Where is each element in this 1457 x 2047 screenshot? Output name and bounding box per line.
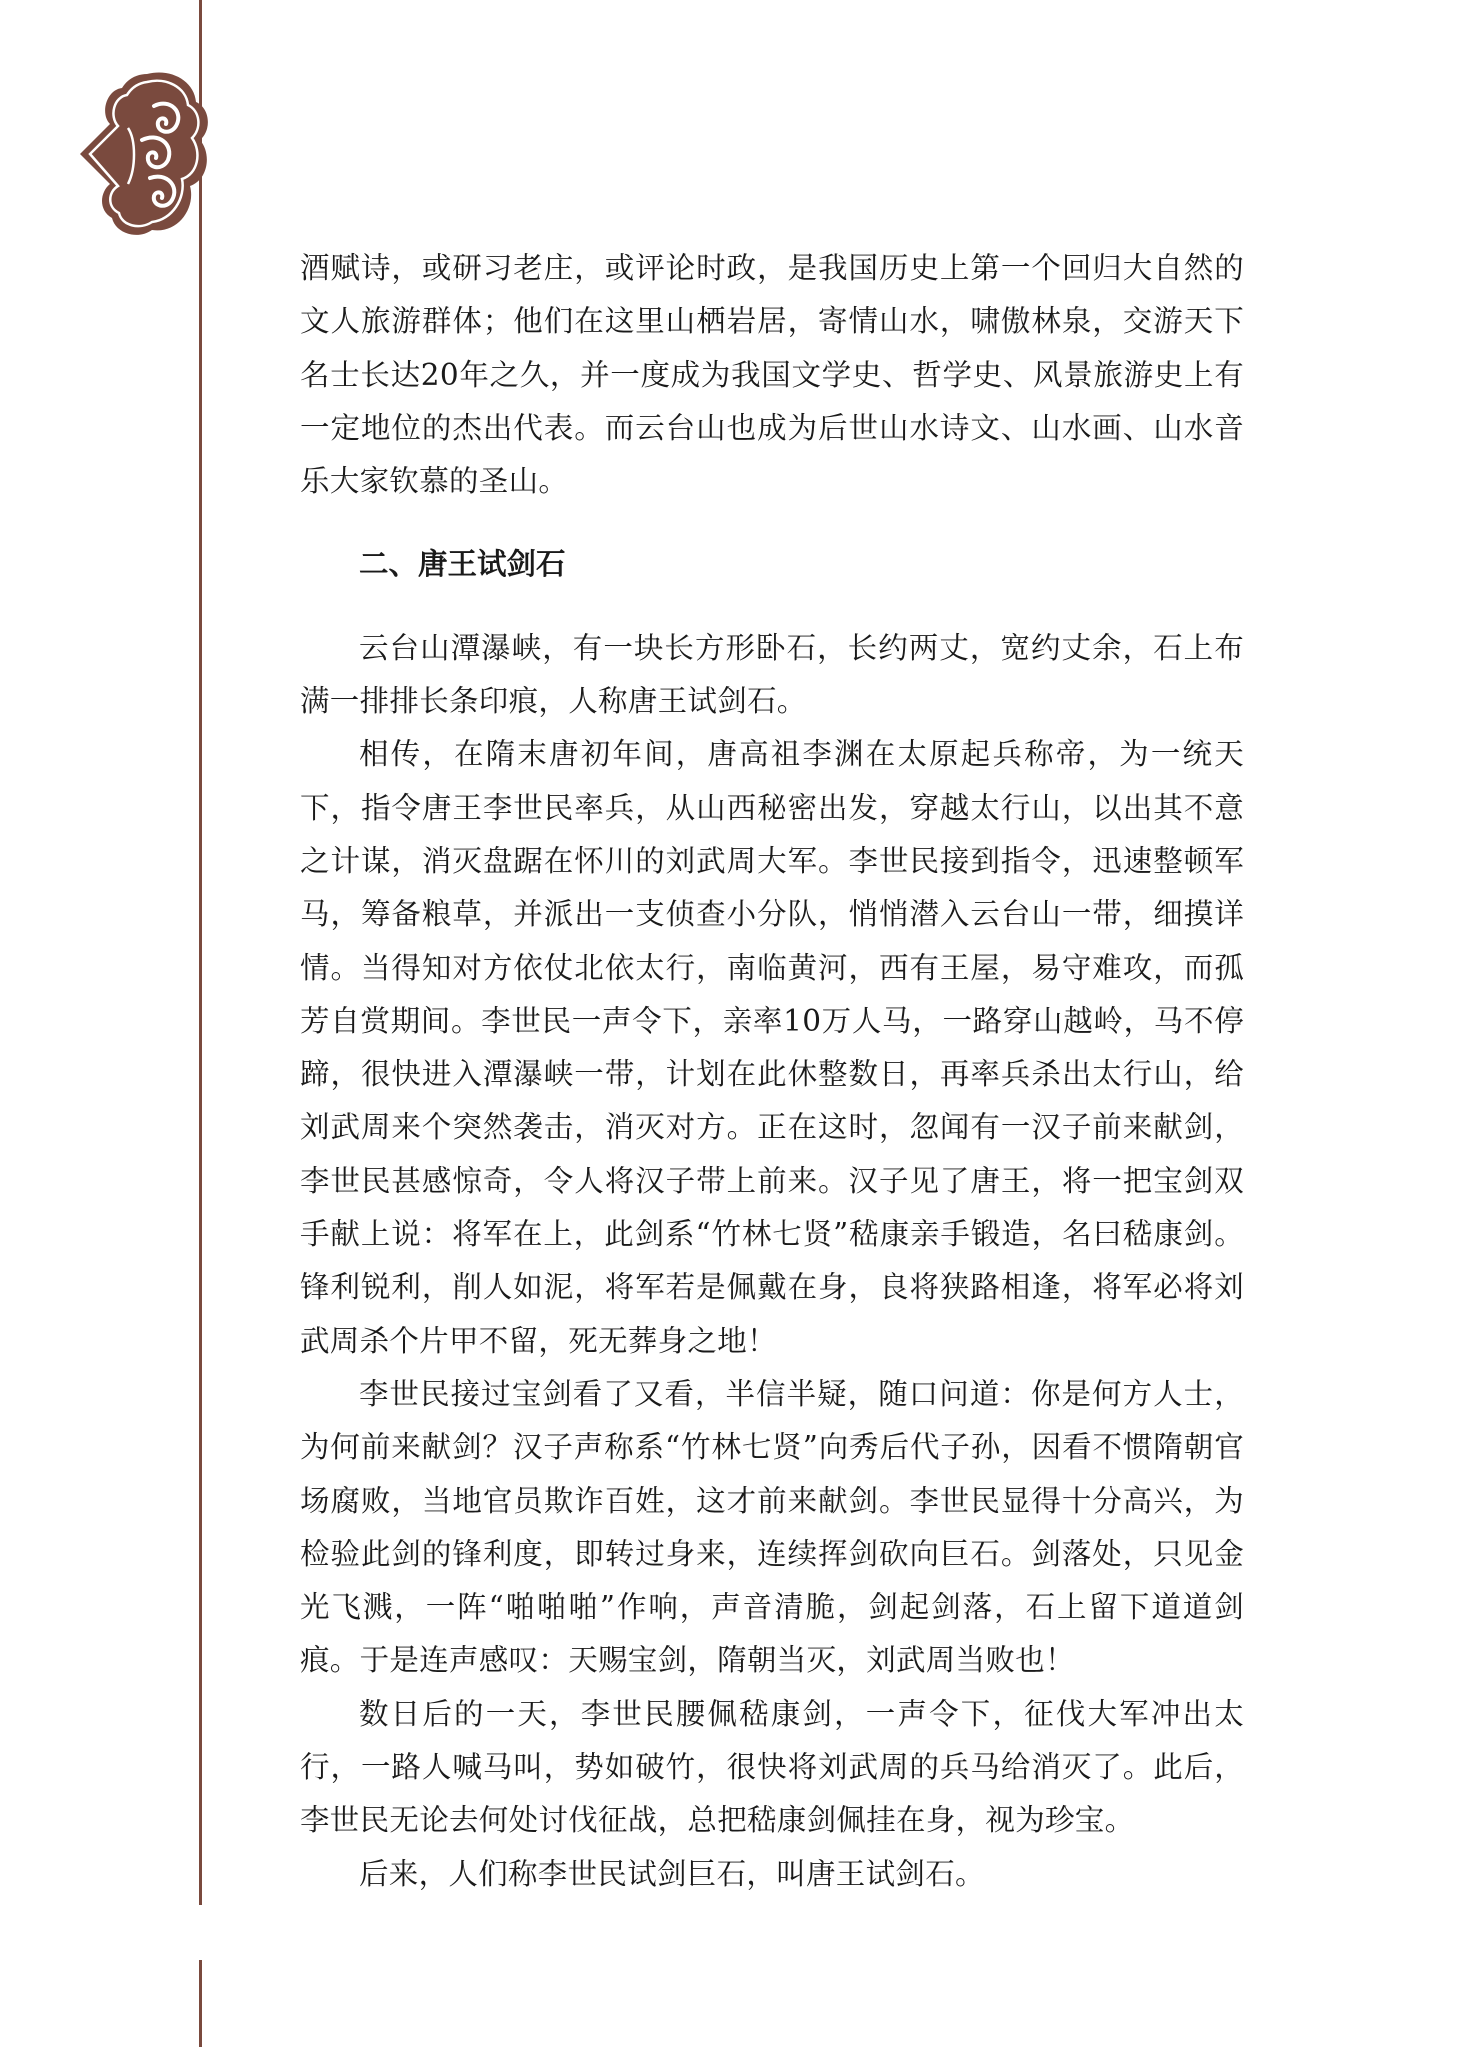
page-content bbox=[300, 242, 1244, 1901]
cloud-scroll-icon bbox=[72, 68, 210, 240]
body-paragraph: 后来，人们称李世民试剑巨石，叫唐王试剑石。 bbox=[359, 1856, 985, 1891]
body-paragraph: 相传，在隋末唐初年间，唐高祖李渊在太原起兵称帝，为一统天下，指令唐王李世民率兵，从山西秘密出发，穿越太行山，以出其不意之计谋，消灭盘踞在怀川的刘武周大军。李世民接到指令，迅速整顿军马，筹备粮草，并派出一支侦查小分队，悄悄潜入云台山一带，细摸详情。当得知对方依仗北依太行，南临黄河，西有王屋，易守难攻，而孤芳自赏期间。李世民一声令下，亲率10万人马，一路穿山越岭，马不停蹄，很快进入潭瀑峡一带，计划在此休整数日，再率兵杀出太行山，给刘武周来个突然袭击，消灭对方。正在这时，忽闻有一汉子前来献剑，李世民甚感惊奇，令人将汉子带上前来。汉子见了唐王，将一把宝剑双手献上说：将军在上，此剑系“竹林七贤”嵇康亲手锻造，名曰嵇康剑。锋利锐利，削人如泥，将军若是佩戴在身，良将狭路相逢，将军必将刘武周杀个片甲不留，死无葬身之地！ bbox=[300, 737, 1244, 1358]
margin-rule-lower bbox=[199, 1960, 202, 2047]
margin-rule bbox=[199, 0, 202, 1905]
body-paragraph: 数日后的一天，李世民腰佩嵇康剑，一声令下，征伐大军冲出太行，一路人喊马叫，势如破竹，很快将刘武周的兵马给消灭了。此后，李世民无论去何处讨伐征战，总把嵇康剑佩挂在身，视为珍宝。 bbox=[300, 1696, 1244, 1838]
body-paragraph: 李世民接过宝剑看了又看，半信半疑，随口问道：你是何方人士，为何前来献剑？汉子声称系“竹林七贤”向秀后代子孙，因看不惯隋朝官场腐败，当地官员欺诈百姓，这才前来献剑。李世民显得十分高兴，为检验此剑的锋利度，即转过身来，连续挥剑砍向巨石。剑落处，只见金光飞溅，一阵“啪啪啪”作响，声音清脆，剑起剑落，石上留下道道剑痕。于是连声感叹：天赐宝剑，隋朝当灭，刘武周当败也！ bbox=[300, 1376, 1244, 1678]
section-heading: 二、唐王试剑石 bbox=[359, 547, 566, 582]
body-paragraph: 云台山潭瀑峡，有一块长方形卧石，长约两丈，宽约丈余，石上布满一排排长条印痕，人称唐王试剑石。 bbox=[300, 630, 1244, 719]
intro-paragraph: 酒赋诗，或研习老庄，或评论时政，是我国历史上第一个回归大自然的文人旅游群体；他们在这里山栖岩居，寄情山水，啸傲林泉，交游天下名士长达20年之久，并一度成为我国文学史、哲学史、风景旅游史上有一定地位的杰出代表。而云台山也成为后世山水诗文、山水画、山水音乐大家钦慕的圣山。 bbox=[300, 251, 1244, 499]
